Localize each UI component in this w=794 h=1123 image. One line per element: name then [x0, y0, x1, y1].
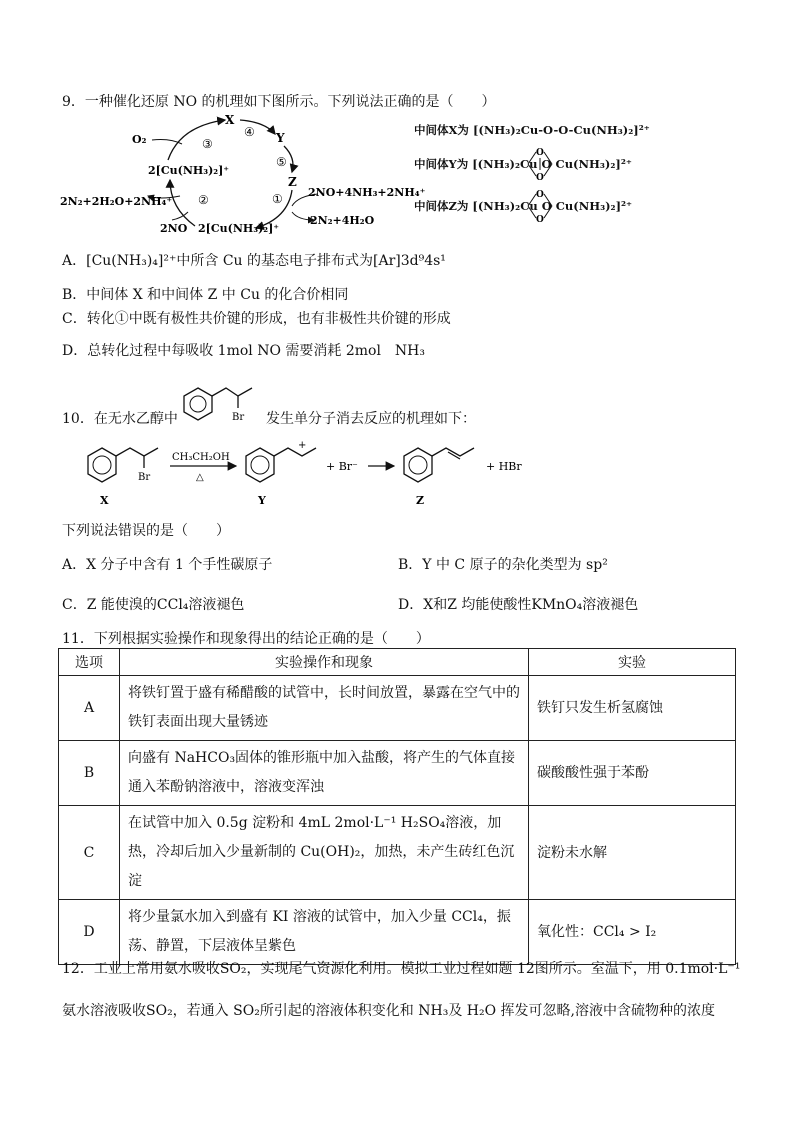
row-option: B — [59, 741, 120, 806]
label-y: Y — [258, 494, 266, 507]
label-z: Z — [288, 175, 297, 189]
row-option: C — [59, 806, 120, 900]
q9-stem: 9．一种催化还原 NO 的机理如下图所示。下列说法正确的是（ ） — [62, 94, 496, 110]
q10-option-d: D．X和Z 均能使酸性KMnO₄溶液褪色 — [398, 597, 639, 613]
row-result: 淀粉未水解 — [529, 806, 736, 900]
intermediate-y: 中间体Y为 [(NH₃)₂Cu O Cu(NH₃)₂]²⁺ — [414, 157, 632, 171]
table-row — [59, 676, 736, 741]
label-x: X — [100, 494, 109, 507]
svg-text:Br: Br — [138, 472, 151, 483]
label-x: X — [225, 113, 235, 127]
heat-symbol: △ — [196, 472, 204, 483]
header-option: 选项 — [59, 649, 120, 676]
step-1: ① — [272, 192, 283, 206]
cycle-arc-3 — [168, 120, 225, 160]
intermediate-y-bridge — [522, 146, 558, 182]
header-result: 实验 — [529, 649, 736, 676]
hbr: + HBr — [486, 460, 522, 473]
q10-reaction-scheme — [60, 438, 540, 514]
row-option: A — [59, 676, 120, 741]
bromide-ion: + Br⁻ — [326, 460, 358, 473]
label-y: Y — [276, 131, 285, 145]
row-operation: 向盛有 NaHCO₃固体的锥形瓶中加入盐酸，将产生的气体直接通入苯酚钠溶液中，溶液变浑浊 — [120, 741, 529, 806]
svg-text:O: O — [536, 190, 544, 200]
q9-option-d: D．总转化过程中每吸收 1mol NO 需要消耗 2mol NH₃ — [62, 343, 426, 359]
step-2: ② — [198, 193, 209, 207]
q11-table — [58, 648, 736, 965]
row-operation: 将少量氯水加入到盛有 KI 溶液的试管中，加入少量 CCl₄，振荡、静置，下层液体呈紫色 — [120, 900, 529, 965]
intermediate-x: 中间体X为 [(NH₃)₂Cu-O-O-Cu(NH₃)₂]²⁺ — [414, 123, 650, 137]
q10-option-a: A．X 分子中含有 1 个手性碳原子 — [62, 557, 273, 573]
q11-stem: 11．下列根据实验操作和现象得出的结论正确的是（ ） — [62, 631, 430, 647]
table-row — [59, 900, 736, 965]
label-o2: O₂ — [132, 133, 147, 146]
header-operation: 实验操作和现象 — [120, 649, 529, 676]
q10-option-c: C．Z 能使溴的CCl₄溶液褪色 — [62, 597, 245, 613]
label-input-right: 2NO+4NH₃+2NH₄⁺ — [308, 186, 426, 199]
svg-text:O: O — [536, 173, 544, 183]
q9-mechanism-cycle — [60, 108, 426, 238]
label-output-right: 2N₂+4H₂O — [310, 214, 375, 227]
q9-option-b: B．中间体 X 和中间体 Z 中 Cu 的化合价相同 — [62, 287, 349, 303]
step-5: ⑤ — [276, 155, 287, 169]
row-operation: 将铁钉置于盛有稀醋酸的试管中，长时间放置，暴露在空气中的铁钉表面出现大量锈迹 — [120, 676, 529, 741]
label-no: 2NO — [160, 222, 188, 235]
row-result: 铁钉只发生析氢腐蚀 — [529, 676, 736, 741]
row-result: 氧化性：CCl₄ > I₂ — [529, 900, 736, 965]
q12-line-2: 氨水溶液吸收SO₂，若通入 SO₂所引起的溶液体积变化和 NH₃及 H₂O 挥发可忽略,溶液中含硫物种的浓度 — [62, 1003, 715, 1019]
label-n2-left: 2N₂+2H₂O+2NH₄⁺ — [60, 195, 173, 208]
q10-inline-structure — [176, 378, 262, 428]
step-4: ④ — [244, 125, 255, 139]
label-cu-left: 2[Cu(NH₃)₂]⁺ — [148, 164, 230, 177]
intermediate-z: 中间体Z为 [(NH₃)₂Cu O Cu(NH₃)₂]²⁺ — [414, 199, 633, 213]
table-row — [59, 741, 736, 806]
reagent: CH₃CH₂OH — [172, 452, 230, 463]
q12-line-1: 12．工业上常用氨水吸收SO₂，实现尾气资源化利用。模拟工业过程如题 12图所示。室温下，用 0.1mol·L⁻¹ — [62, 961, 741, 977]
svg-text:O: O — [536, 148, 544, 158]
q10-stem-b: 发生单分子消去反应的机理如下： — [266, 411, 476, 427]
intermediate-z-bridge — [522, 188, 558, 224]
carbocation-plus: + — [298, 440, 307, 451]
q10-question: 下列说法错误的是（ ） — [62, 523, 230, 539]
label-z: Z — [416, 494, 425, 507]
svg-text:O: O — [536, 215, 544, 225]
table-header-row — [59, 649, 736, 676]
row-operation: 在试管中加入 0.5g 淀粉和 4mL 2mol·L⁻¹ H₂SO₄溶液，加热，冷却后加入少量新制的 Cu(OH)₂，加热，未产生砖红色沉淀 — [120, 806, 529, 900]
molecule-x — [88, 448, 158, 507]
q9-option-a: A．[Cu(NH₃)₄]²⁺中所含 Cu 的基态电子排布式为[Ar]3d⁹4s¹ — [62, 253, 446, 269]
label-cu-bottom: 2[Cu(NH₃)₂]⁺ — [198, 222, 280, 235]
molecule-z — [404, 448, 474, 507]
step-3: ③ — [202, 137, 213, 151]
table-row — [59, 806, 736, 900]
row-option: D — [59, 900, 120, 965]
q10-stem-a: 10．在无水乙醇中 — [62, 411, 178, 427]
row-result: 碳酸酸性强于苯酚 — [529, 741, 736, 806]
molecule-y — [246, 440, 316, 507]
svg-text:Br: Br — [232, 412, 245, 423]
q9-option-c: C．转化①中既有极性共价键的形成，也有非极性共价键的形成 — [62, 311, 451, 327]
q10-option-b: B．Y 中 C 原子的杂化类型为 sp² — [398, 557, 608, 573]
